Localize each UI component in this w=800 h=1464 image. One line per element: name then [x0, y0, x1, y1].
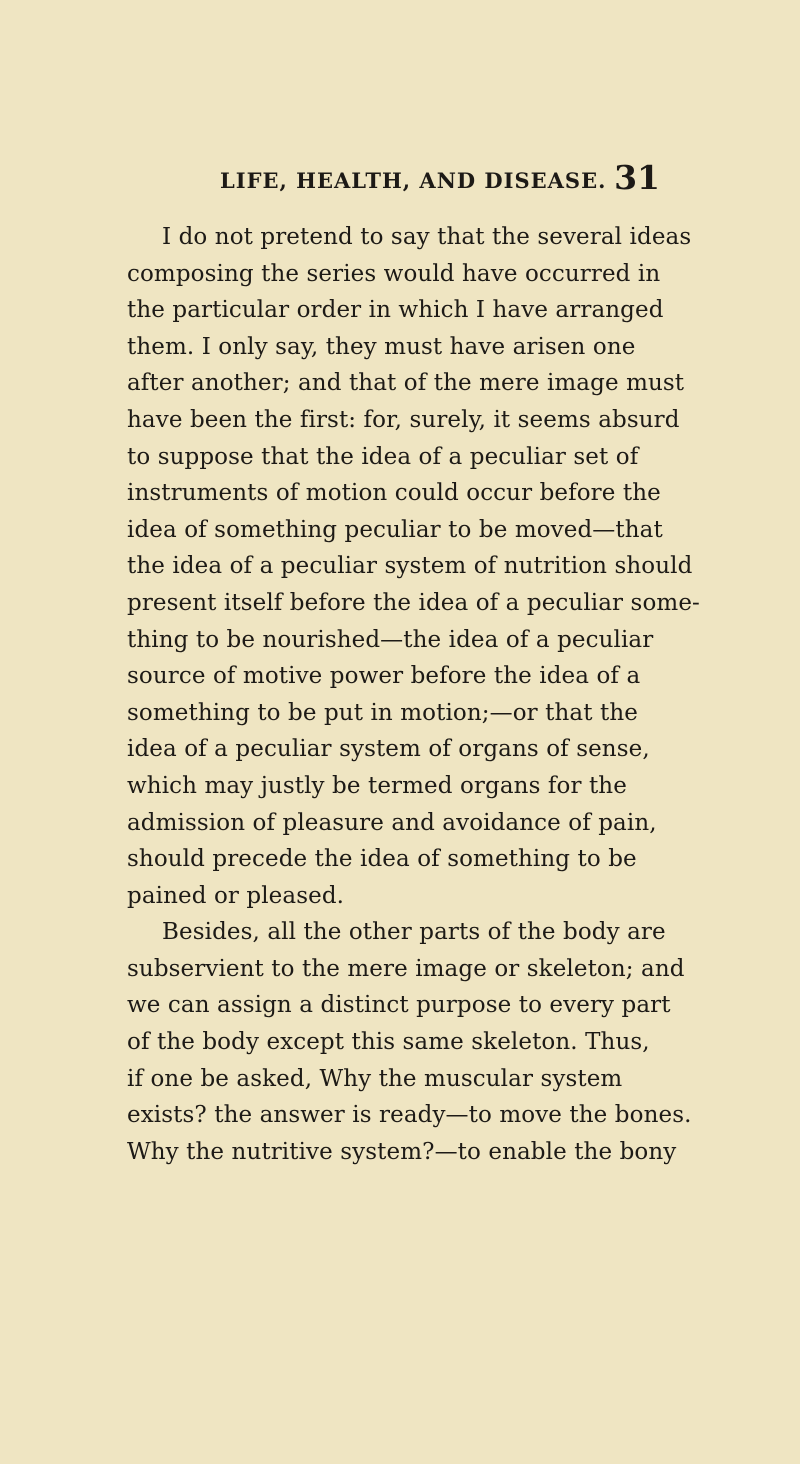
text-line: Besides, all the other parts of the body are [162, 919, 666, 946]
text-line: thing to be nourished—the idea of a peculiar [127, 626, 654, 653]
text-line: after another; and that of the mere image must [127, 370, 685, 397]
text-line: subservient to the mere image or skeleton; and [127, 955, 685, 982]
text-line: source of motive power before the idea of a [127, 663, 641, 690]
text-line: instruments of motion could occur before the [127, 480, 661, 507]
text-line: should precede the idea of something to be [127, 846, 637, 873]
text-line: have been the first: for, surely, it seems absurd [127, 406, 680, 433]
text-line: pained or pleased. [127, 882, 345, 909]
text-line: Why the nutritive system?—to enable the bony [127, 1138, 677, 1165]
text-line: the particular order in which I have arranged [127, 297, 664, 324]
running-head [220, 158, 660, 200]
text-line: if one be asked, Why the muscular system [127, 1065, 623, 1092]
body-text [127, 219, 700, 1170]
text-line: I do not pretend to say that the several ideas [162, 224, 692, 250]
text-line: something to be put in motion;—or that the [127, 699, 638, 726]
text-line: the idea of a peculiar system of nutrition should [127, 553, 693, 580]
text-line: to suppose that the idea of a peculiar set of [127, 443, 639, 470]
text-line: idea of something peculiar to be moved—that [127, 516, 663, 543]
text-line: composing the series would have occurred in [127, 260, 661, 287]
page-number: 31 [614, 158, 660, 197]
text-line: of the body except this same skeleton. Thus, [127, 1029, 650, 1056]
text-line: idea of a peculiar system of organs of sense, [127, 736, 650, 763]
running-title: LIFE, HEALTH, AND DISEASE. [220, 168, 607, 193]
text-line: we can assign a distinct purpose to every part [127, 992, 671, 1019]
text-line: exists? the answer is ready—to move the bones. [127, 1102, 692, 1129]
text-line: them. I only say, they must have arisen one [127, 333, 636, 360]
text-line: which may justly be termed organs for the [127, 772, 627, 799]
text-line: admission of pleasure and avoidance of pain, [127, 809, 657, 836]
text-line: present itself before the idea of a peculiar some- [127, 589, 700, 616]
